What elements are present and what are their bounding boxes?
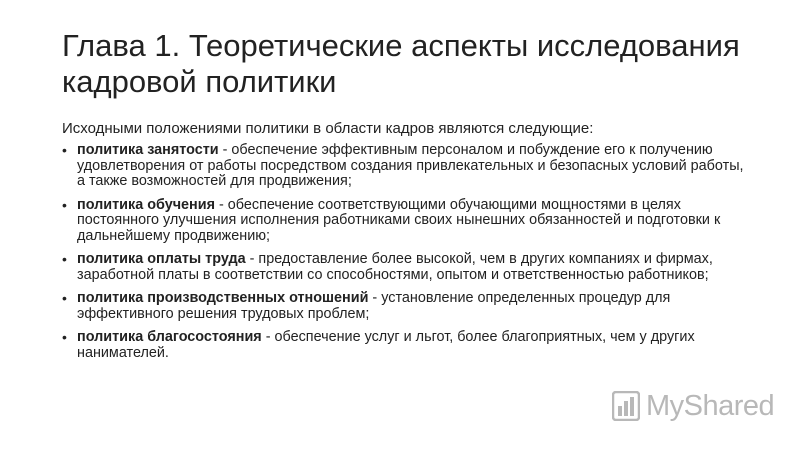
list-item [62, 143, 752, 190]
bullet-icon: • [62, 329, 67, 345]
bullet-list [62, 143, 752, 369]
list-item [62, 198, 752, 245]
bar-chart-logo-icon [612, 391, 640, 421]
bullet-icon: • [62, 251, 67, 267]
bullet-text: - обеспечение услуг и льгот, более благоприятных, чем у других нанимателей. [77, 329, 695, 361]
bullet-text: - обеспечение эффективным персоналом и побуждение его к получению удовлетворения от работы посредством создания привлекательных и безопасных условий работы, а также возможностей для продвижения; [77, 142, 744, 189]
bullet-term: политика благосостояния [77, 329, 262, 345]
logo-text: MyShared [646, 390, 775, 422]
list-item [62, 330, 752, 361]
bullet-term: политика обучения [77, 196, 215, 213]
list-item [62, 252, 752, 283]
bullet-text: - обеспечение соответствующими обучающими мощностями в целях постоянного улучшения исполнения работниками своих нынешних обязанностей и подготовки к дальнейшему продвижению; [77, 196, 721, 244]
myshared-logo[interactable] [612, 388, 774, 424]
bullet-icon: • [62, 142, 67, 158]
slide-title: Глава 1. Теоретические аспекты исследования кадровой политики [62, 28, 740, 99]
bullet-icon: • [62, 290, 67, 306]
bullet-term: политика занятости [77, 142, 219, 158]
bullet-icon: • [62, 196, 67, 213]
intro-text: Исходными положениями политики в области кадров являются следующие: [62, 120, 594, 137]
bullet-text: - предоставление более высокой, чем в других компаниях и фирмах, заработной платы в соответствии со способностями, опытом и ответственностью работников; [77, 251, 713, 283]
bullet-text: - установление определенных процедур для эффективного решения трудовых проблем; [77, 290, 671, 322]
list-item [62, 291, 752, 322]
bullet-term: политика оплаты труда [77, 251, 246, 267]
bullet-term: политика производственных отношений [77, 290, 369, 306]
